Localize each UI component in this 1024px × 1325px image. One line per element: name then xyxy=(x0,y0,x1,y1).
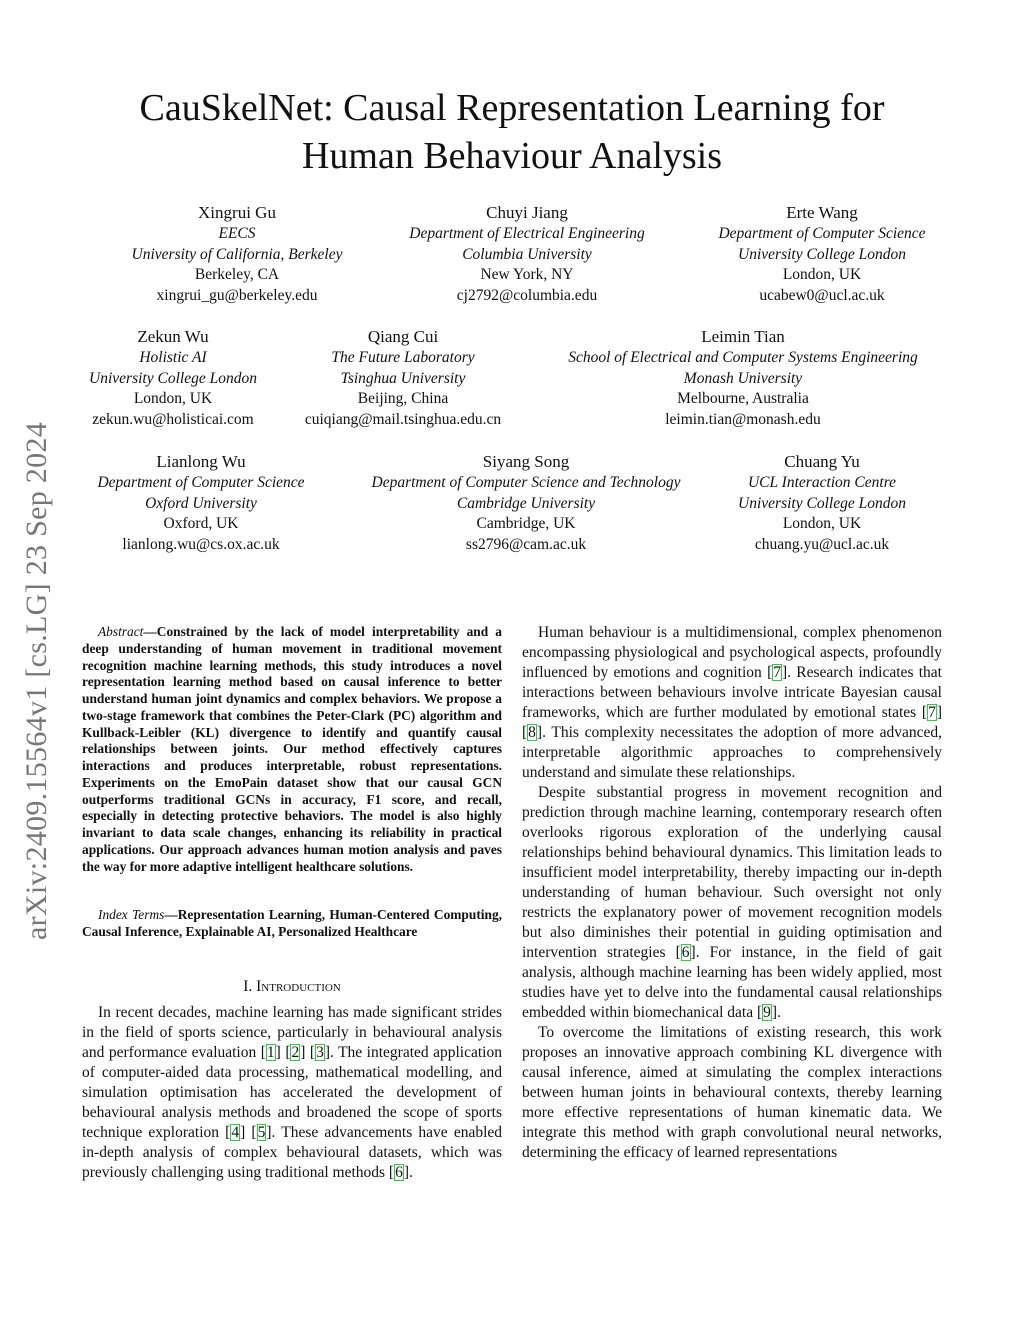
author xyxy=(738,451,906,556)
author-department: Department of Computer Science xyxy=(718,225,926,242)
author-location: New York, NY xyxy=(480,266,574,284)
author-department: Department of Electrical Engineering xyxy=(409,225,645,242)
paragraph-text: ]. xyxy=(403,1164,413,1181)
paragraph xyxy=(522,623,942,783)
author-email[interactable]: leimin.tian@monash.edu xyxy=(665,411,821,429)
paper-title xyxy=(0,84,1024,180)
paragraph-text: ] [ xyxy=(240,1124,257,1141)
author-organization: University of California, Berkeley xyxy=(131,245,343,263)
author xyxy=(305,326,501,431)
author-organization: University College London xyxy=(738,494,906,512)
name: Lianlong Wu xyxy=(156,452,246,471)
citation-link[interactable]: 7 xyxy=(773,664,781,681)
arxiv-stamp: arXiv:2409.15564v1 [cs.LG] 23 Sep 2024 xyxy=(20,421,53,940)
name: Leimin Tian xyxy=(701,327,785,346)
author-organization: Monash University xyxy=(683,369,803,387)
name: Erte Wang xyxy=(786,203,858,222)
author-location: Melbourne, Australia xyxy=(677,390,809,408)
author-department: Department of Computer Science xyxy=(97,474,305,491)
author-location: Beijing, China xyxy=(357,390,449,408)
paragraph-text: ]. The integrated application of computer-aided data processing, mathematical modelling, and simulation optimisation has accelerated the development of behavioural analysis methods and broadened the scope of sports technique exploration [ xyxy=(82,1044,502,1141)
author-location: London, UK xyxy=(782,266,862,284)
paragraph-text: ]. For instance, in the field of gait analysis, although machine learning has been widely applied, most studies have yet to delve into the fundamental causal relationships embedded within biomechanical data [ xyxy=(522,944,943,1021)
left-column-body xyxy=(82,1003,502,1183)
citation-link[interactable]: 5 xyxy=(257,1124,266,1141)
citation-link[interactable]: 9 xyxy=(763,1004,771,1021)
author-email[interactable]: zekun.wu@holisticai.com xyxy=(92,411,254,429)
citation-link[interactable]: 8 xyxy=(528,724,536,741)
author-location: London, UK xyxy=(133,390,213,408)
author-email[interactable]: lianlong.wu@cs.ox.ac.uk xyxy=(122,536,280,554)
paragraph xyxy=(82,1003,502,1183)
right-column-body xyxy=(522,623,942,1163)
paragraph-text: ]. xyxy=(771,1004,781,1021)
author xyxy=(132,202,343,307)
paragraph-text: ]. These advancements have enabled in-depth analysis of complex behavioural datasets, which was previously challenging using traditional methods [ xyxy=(82,1124,503,1181)
paragraph xyxy=(522,783,942,1023)
author-organization: Cambridge University xyxy=(456,494,596,512)
author xyxy=(97,451,304,556)
citation-link[interactable]: 6 xyxy=(681,944,690,961)
name: Qiang Cui xyxy=(367,327,439,346)
index-terms xyxy=(82,907,502,941)
citation-link[interactable]: 1 xyxy=(266,1044,275,1061)
paragraph-text: ] [ xyxy=(300,1044,316,1061)
author-organization: University College London xyxy=(89,369,257,387)
author-department: EECS xyxy=(218,225,256,242)
name: Chuyi Jiang xyxy=(486,203,568,222)
abstract-label: Abstract xyxy=(98,624,144,639)
index-terms-text: —Representation Learning, Human-Centered Computing, Causal Inference, Explainable AI, Personalized Healthcare xyxy=(82,907,502,939)
paragraph xyxy=(522,1023,942,1163)
name: Siyang Song xyxy=(482,452,570,471)
name: Xingrui Gu xyxy=(198,203,276,222)
author xyxy=(718,202,925,307)
citation-link[interactable]: 7 xyxy=(928,704,936,721)
author-email[interactable]: cj2792@columbia.edu xyxy=(456,287,598,305)
paragraph-text: Despite substantial progress in movement recognition and prediction through machine learning, contemporary research often overlooks rigorous exploration of the underlying causal relationships behind behavioural dynamics. This limitation leads to insufficient model interpretability, thereby impacting our in-depth understanding of human behaviour. Such oversight not only restricts the explanatory power of movement recognition models but also diminishes their potential in guiding optimisation and intervention strategies [ xyxy=(522,784,942,961)
author-location: Berkeley, CA xyxy=(194,266,280,284)
section-heading: I. Introduction xyxy=(243,978,341,995)
author xyxy=(89,326,257,431)
author-department: UCL Interaction Centre xyxy=(747,474,897,491)
author-email[interactable]: cuiqiang@mail.tsinghua.edu.cn xyxy=(304,411,502,429)
author-organization: Oxford University xyxy=(145,494,257,512)
author xyxy=(372,451,681,556)
index-terms-label: Index Terms xyxy=(98,907,165,922)
author-location: Cambridge, UK xyxy=(476,515,576,533)
name: Zekun Wu xyxy=(137,327,209,346)
paragraph-text: In recent decades, machine learning has made significant strides in the field of sports science, particularly in behavioural analysis and performance evaluation [ xyxy=(82,1004,502,1061)
author-department: Department of Computer Science and Technology xyxy=(371,474,681,491)
name: Chuang Yu xyxy=(784,452,860,471)
author-email[interactable]: chuang.yu@ucl.ac.uk xyxy=(754,536,890,554)
author-email[interactable]: ucabew0@ucl.ac.uk xyxy=(759,287,885,305)
author-organization: Columbia University xyxy=(462,245,592,263)
title-line: CauSkelNet: Causal Representation Learning for xyxy=(139,87,885,129)
author-department: Holistic AI xyxy=(139,349,207,366)
abstract-text: —Constrained by the lack of model interpretability and a deep understanding of human movement in traditional movement recognition machine learning methods, this study introduces a novel representation learning method based on causal inference to better understand human joint dynamics and complex behaviors. We propose a two-stage framework that combines the Peter-Clark (PC) algorithm and Kullback-Leibler (KL) divergence to identify and quantify causal relationships between joints. Our method effectively captures interactions and produces interpretable, robust representations. Experiments on the EmoPain dataset show that our causal GCN outperforms traditional GCNs in accuracy, F1 score, and recall, especially in detecting protective behaviors. The model is also highly invariant to data scale changes, enhancing its reliability in practical applications. Our approach advances human motion analysis and paves the way for more adaptive intelligent healthcare solutions. xyxy=(82,624,502,874)
author-location: London, UK xyxy=(782,515,862,533)
paragraph-text: ] [ xyxy=(522,704,942,741)
paragraph-text: ]. This complexity necessitates the adoption of more advanced, interpretable algorithmic approaches to comprehensively understand and simulate these relationships. xyxy=(522,724,942,781)
author-email[interactable]: xingrui_gu@berkeley.edu xyxy=(156,287,318,305)
author xyxy=(568,326,918,431)
abstract xyxy=(82,624,502,875)
paragraph-text: ]. Research indicates that interactions between behaviours involve intricate Bayesian causal frameworks, which are further modulated by emotional states [ xyxy=(522,664,942,721)
author-location: Oxford, UK xyxy=(163,515,239,533)
author-organization: University College London xyxy=(738,245,906,263)
citation-link[interactable]: 6 xyxy=(395,1164,403,1181)
citation-link[interactable]: 3 xyxy=(316,1044,324,1061)
author xyxy=(409,202,644,307)
author-department: The Future Laboratory xyxy=(331,349,475,366)
citation-link[interactable]: 2 xyxy=(291,1044,300,1061)
paragraph-text: To overcome the limitations of existing research, this work proposes an innovative approach combining KL divergence with causal inference, aimed at simulating the complex interactions between human joints in behavioural contexts, thereby learning more effective representations of human kinematic data. We integrate this method with graph convolutional neural networks, determining the efficacy of learned representations xyxy=(522,1024,942,1161)
title-line: Human Behaviour Analysis xyxy=(301,135,723,177)
paragraph-text: Human behaviour is a multidimensional, complex phenomenon encompassing physiological and psychological aspects, profoundly influenced by emotions and cognition [ xyxy=(522,624,942,681)
author-organization: Tsinghua University xyxy=(340,369,466,387)
paragraph-text: ] [ xyxy=(275,1044,291,1061)
author-department: School of Electrical and Computer Systems Engineering xyxy=(568,349,918,366)
citation-link[interactable]: 4 xyxy=(231,1124,240,1141)
author-email[interactable]: ss2796@cam.ac.uk xyxy=(465,536,587,554)
